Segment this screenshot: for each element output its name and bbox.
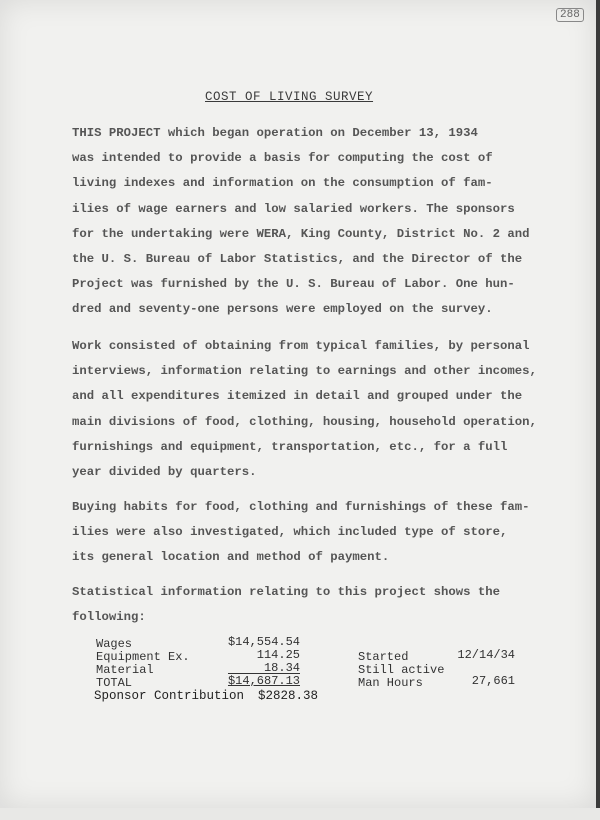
sponsor-value: $2828.38	[258, 689, 319, 703]
cost-value-material: 18.34	[263, 661, 300, 675]
cost-value-total: $14,687.13	[227, 674, 300, 688]
page-number: 288	[556, 8, 584, 22]
detail-label-man-hours: Man Hours	[358, 676, 423, 690]
detail-value-started: 12/14/34	[457, 648, 515, 662]
document-title: COST OF LIVING SURVEY	[205, 90, 374, 104]
paragraph-work-description: Work consisted of obtaining from typical families, by personal interviews, information relating to earnings and other incomes, and all expenditures itemized in detail and grouped under the main divisions of food, clothing, housing, household operation, furnishings and equipment, transportation, etc., for a full year divided by quarters.	[72, 339, 537, 480]
detail-label-started: Started	[358, 650, 409, 664]
page-edge	[0, 808, 600, 820]
detail-label-still-active: Still active	[358, 663, 445, 677]
cost-label-material: Material	[96, 663, 154, 677]
paragraph-buying-habits: Buying habits for food, clothing and furnishings of these fam- ilies were also investigated, which included type of store, its general location and method of payment.	[72, 500, 530, 565]
cost-label-wages: Wages	[96, 637, 133, 651]
detail-value-man-hours: 27,661	[471, 674, 515, 688]
cost-value-wages: $14,554.54	[227, 635, 300, 649]
cost-label-total: TOTAL	[96, 676, 133, 690]
paragraph-project-overview: THIS PROJECT which began operation on December 13, 1934 was intended to provide a basis for computing the cost of living indexes and information on the consumption of fam- ilies of wage earners and low salaried workers. The sponsors for the undertaking were WERA, King County, District No. 2 and the U. S. Bureau of Labor Statistics, and the Director of the Project was furnished by the U. S. Bureau of Labor. One hun- dred and seventy-one persons were employed on the survey.	[72, 126, 530, 317]
cost-label-equipment: Equipment Ex.	[96, 650, 190, 664]
sponsor-label: Sponsor Contribution	[94, 689, 245, 703]
sponsor-contribution	[94, 689, 318, 703]
paragraph-statistics-intro: Statistical information relating to this project shows the following:	[72, 585, 501, 625]
cost-value-equipment: 114.25	[256, 648, 300, 662]
